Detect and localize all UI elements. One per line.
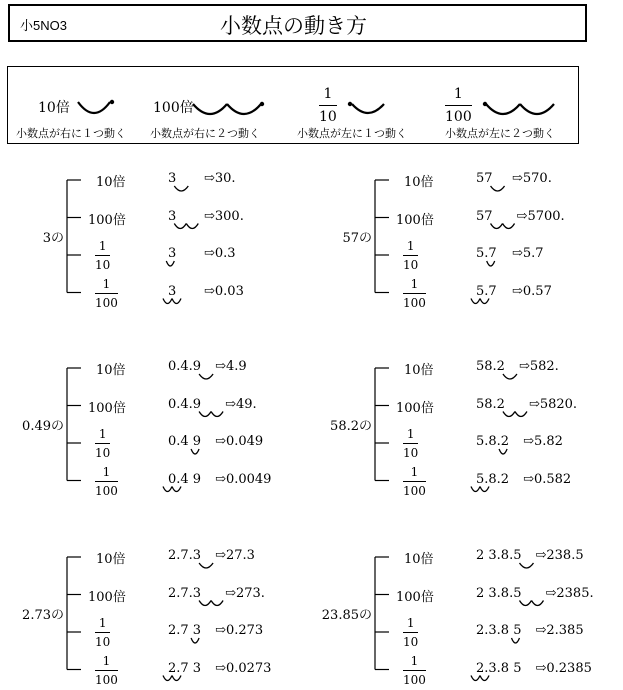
move-arc [503, 224, 515, 229]
move-arc [519, 601, 531, 606]
number-expression: 3 [168, 171, 177, 186]
number-expression: 2.7.3 [168, 585, 202, 601]
op-fraction-hundredth: 1 100 [95, 276, 118, 310]
move-arc [471, 487, 480, 492]
op-times100: 100倍 [396, 212, 434, 228]
legend-arc-times10 [78, 102, 110, 113]
move-arc [199, 563, 213, 568]
move-arc [163, 487, 172, 492]
move-arc [480, 299, 489, 304]
move-arc [199, 374, 213, 379]
number-expression: 2 3.8.5 [476, 585, 522, 601]
move-arc [211, 412, 223, 417]
op-fraction-hundredth: 1 100 [403, 653, 426, 687]
number-expression: 5.7 [476, 283, 497, 299]
op-fraction-tenth: 1 10 [95, 427, 111, 460]
result-value: ⇨2.385 [535, 623, 584, 638]
op-times100: 100倍 [88, 589, 126, 605]
move-arc [191, 638, 199, 643]
move-arc [471, 299, 480, 304]
legend-arc-hundredth-b [520, 104, 554, 114]
move-arc [515, 412, 527, 417]
move-arc [471, 676, 480, 681]
move-arc [199, 601, 211, 606]
result-value: ⇨0.57 [512, 283, 552, 299]
move-arc [519, 563, 533, 568]
legend-label-times10: 10倍 [38, 100, 70, 116]
move-arc [480, 676, 489, 681]
move-arc [491, 224, 503, 229]
op-fraction-hundredth: 1 100 [95, 653, 118, 687]
number-expression: 58.2 [476, 359, 505, 374]
number-expression: 57 [476, 208, 493, 224]
op-times10: 10倍 [96, 363, 126, 378]
result-value: ⇨0.03 [204, 283, 244, 299]
result-value: ⇨273. [225, 585, 265, 601]
op-fraction-tenth: 1 10 [403, 427, 419, 460]
number-expression: 58.2 [476, 396, 505, 412]
number-expression: 0.4.9 [168, 396, 202, 412]
legend-arc-hundredth-a [486, 104, 520, 114]
result-value: ⇨5820. [528, 396, 578, 412]
move-arc [499, 449, 507, 454]
op-times100: 100倍 [396, 400, 434, 416]
number-expression: 5.8.2 [476, 471, 510, 487]
group-label: 57の [342, 231, 372, 247]
result-value: ⇨0.3 [204, 246, 236, 261]
legend-fraction-hundredth: 1 100 [445, 86, 472, 125]
move-arc [191, 449, 199, 454]
grade-label: 小5NO3 [20, 18, 67, 33]
group-label: 3の [42, 231, 64, 247]
move-arc [487, 261, 495, 266]
number-expression: 0.4.9 [168, 359, 202, 374]
number-expression: 2.7.3 [168, 548, 202, 563]
op-times100: 100倍 [396, 589, 434, 605]
legend-dots [110, 100, 487, 106]
op-fraction-tenth: 1 10 [95, 239, 111, 272]
legend-arc-tenth [352, 104, 384, 113]
result-value: ⇨27.3 [215, 548, 255, 563]
result-value: ⇨300. [204, 208, 244, 224]
number-expression: 0.4 9 [168, 471, 202, 487]
result-value: ⇨0.273 [215, 623, 264, 638]
move-arc [174, 224, 186, 229]
result-value: ⇨0.0049 [215, 471, 272, 487]
result-value: ⇨5700. [516, 208, 565, 224]
op-fraction-hundredth: 1 100 [403, 276, 426, 310]
result-value: ⇨570. [512, 171, 552, 186]
legend-arc-times100-b [227, 104, 261, 114]
move-arc [186, 224, 198, 229]
legend-label-times100: 100倍 [153, 100, 194, 116]
move-arc [531, 601, 543, 606]
legend-caption-times10: 小数点が右に１つ動く [16, 127, 126, 140]
number-expression: 3 [168, 246, 177, 261]
move-arc [199, 412, 211, 417]
group-label: 2.73の [22, 608, 64, 624]
result-value: ⇨30. [204, 171, 236, 186]
legend-dot-times10 [110, 100, 114, 104]
number-expression: 2.3.8 5 [476, 623, 522, 638]
op-fraction-tenth: 1 10 [403, 616, 419, 649]
legend-caption-times100: 小数点が右に２つ動く [150, 127, 260, 140]
result-value: ⇨5.7 [512, 246, 544, 261]
op-fraction-tenth: 1 10 [403, 239, 419, 272]
result-value: ⇨0.0273 [215, 660, 272, 676]
move-arc [491, 186, 505, 191]
number-expression: 0.4 9 [168, 434, 202, 449]
op-times10: 10倍 [404, 175, 434, 190]
legend-arcs [78, 102, 554, 114]
result-value: ⇨5.82 [523, 434, 563, 449]
number-expression: 2.7 3 [168, 660, 202, 676]
op-fraction-hundredth: 1 100 [403, 464, 426, 498]
number-expression: 2 3.8.5 [476, 548, 522, 563]
number-expression: 5.7 [476, 246, 497, 261]
number-expression: 3 [168, 208, 177, 224]
move-arc [511, 638, 519, 643]
result-value: ⇨582. [518, 359, 559, 374]
op-times10: 10倍 [96, 552, 126, 567]
op-fraction-hundredth: 1 100 [95, 464, 118, 498]
move-arc [480, 487, 489, 492]
number-expression: 2.7 3 [168, 623, 202, 638]
group-label: 23.85の [321, 608, 372, 624]
page-title: 小数点の動き方 [220, 14, 367, 38]
move-arc [174, 186, 188, 191]
move-arc [172, 676, 181, 681]
op-fraction-tenth: 1 10 [95, 616, 111, 649]
legend-caption-tenth: 小数点が左に１つ動く [297, 127, 407, 140]
number-expression: 3 [168, 283, 177, 299]
move-arc [503, 412, 515, 417]
move-arc [163, 299, 172, 304]
legend-dot-hundredth [483, 102, 487, 106]
number-expression: 5.8.2 [476, 434, 510, 449]
move-arc [503, 374, 517, 379]
result-value: ⇨0.582 [523, 471, 572, 487]
op-times100: 100倍 [88, 212, 126, 228]
legend-dot-tenth [348, 102, 352, 106]
op-times10: 10倍 [96, 175, 126, 190]
move-arc [211, 601, 223, 606]
legend-caption-hundredth: 小数点が左に２つ動く [445, 127, 555, 140]
number-expression: 57 [476, 171, 493, 186]
result-value: ⇨0.049 [215, 434, 264, 449]
op-times10: 10倍 [404, 552, 434, 567]
result-value: ⇨49. [225, 396, 257, 412]
result-value: ⇨238.5 [535, 548, 584, 563]
result-value: ⇨0.2385 [535, 660, 592, 676]
group-label: 0.49の [22, 419, 64, 435]
op-times10: 10倍 [404, 363, 434, 378]
move-arc [172, 487, 181, 492]
legend-fraction-tenth: 1 10 [319, 86, 337, 125]
move-arc [163, 676, 172, 681]
number-expression: 2.3.8 5 [476, 660, 522, 676]
result-value: ⇨4.9 [215, 359, 247, 374]
legend-dot-times100 [260, 102, 264, 106]
move-arc [166, 261, 174, 266]
legend-arc-times100-a [193, 104, 227, 114]
result-value: ⇨2385. [545, 585, 594, 601]
group-label: 58.2の [330, 419, 372, 435]
move-arc [172, 299, 181, 304]
op-times100: 100倍 [88, 400, 126, 416]
